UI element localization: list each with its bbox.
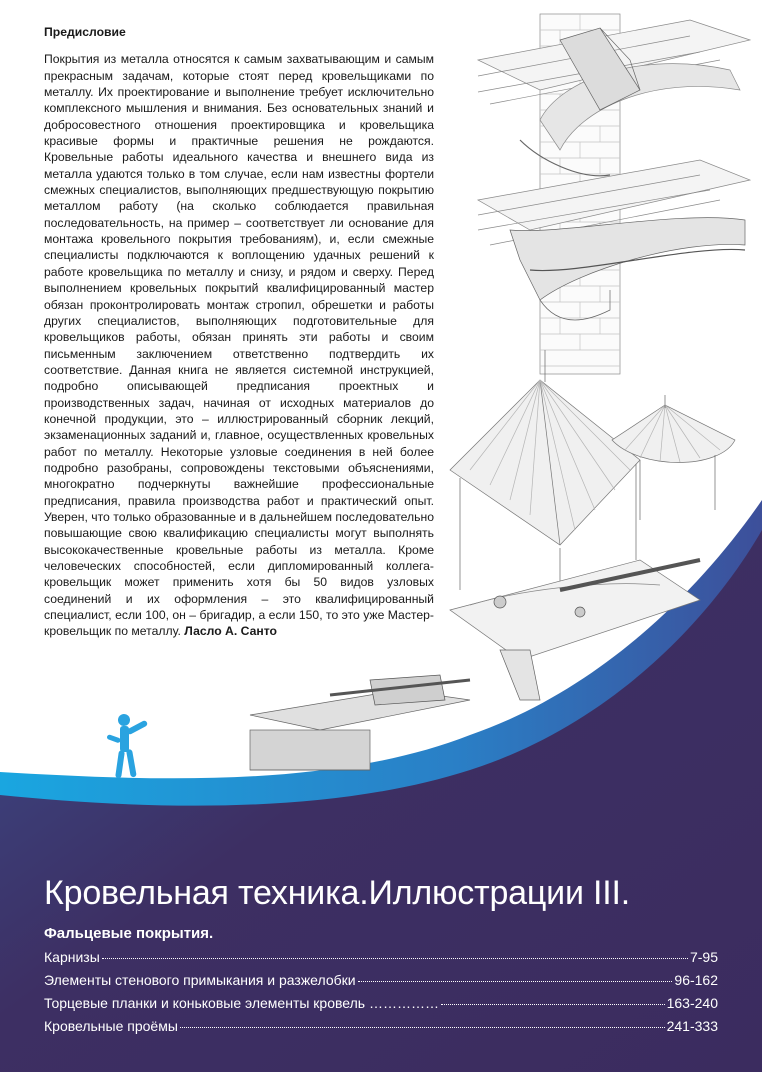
preface-text: Покрытия из металла относятся к самым захватывающим и самым прекрасным задачам, которые стоят перед кровельщиками по металлу. Их проектирование и выполнение требует исключительно комплексного мышления и внимания. Без основательных знаний и добросовестного отношения проектировщика и кровельщика красивые формы и практичные решения не рождаются. Кровельные работы идеального качества и внешнего вида из металла удаются только в том случае, если нам известны фортели смежных специалистов, выполняющих предшествующую покрытию металлом работу (на сколько соблюдается правильная последовательность, на пример – соответствует ли основание для монтажа кровельного покрытия требованиям), и, если смежные специалисты подключаются к воплощению удачных решений к работе кровельщика по металлу и снизу, и рядом и сверху. Перед выполнением кровельных покрытий квалифицированный мастер обязан проконтролировать монтаж стропил, обрешетки и работы других специалистов, выполняющих подготовительные для кровельщиков работы, обязан принять эти работы и своим письменным заключением ответственно подтвердить их соответствие. Данная книга не является системной инструкцией, подробно описывающей предписания проектных и производственных задач, начиная от исходных материалов до конечной продукции, это – иллюстрированный сборник лекций, экзаменационных заданий и, главное, осуществленных кровельных работ по металлу. Некоторые узловые соединения в ней более подробно разобраны, сопровождены текстовыми объяснениями, многократно подчеркнуты важнейшие профессиональные предписания, правила производства работ и практический опыт. Уверен, что только образованные и в дальнейшем последовательно повышающие свою квалификацию специалисты могут выполнять высококачественные кровельные работы из металла. Кроме человеческих способностей, если дипломированный коллега-кровельщик может применить хотя бы 50 видов узловых соединений и их оформления – это квалифицированный специалист, если 100, он – бригадир, а если 150, то это уже Мастер-кровельщик по металлу. (44, 52, 434, 639)
toc-pages: 7-95 (689, 949, 718, 965)
preface-title: Предисловие (44, 25, 126, 39)
toc-label: Элементы стенового примыкания и разжелобки (44, 972, 356, 988)
preface-body (44, 51, 434, 639)
toc-label: Торцевые планки и коньковые элементы кровель …………… (44, 995, 439, 1011)
toc-leader (102, 958, 688, 959)
toc-label: Карнизы (44, 949, 100, 965)
toc-leader (358, 981, 673, 982)
toc-row-roof-openings[interactable] (44, 1018, 718, 1041)
preface-section (44, 24, 434, 640)
preface-author: Ласло А. Санто (184, 624, 277, 639)
toc-pages: 96-162 (674, 972, 718, 988)
toc-leader (441, 1004, 665, 1005)
toc-row-gable-ridge[interactable] (44, 995, 718, 1018)
toc-pages: 163-240 (666, 995, 718, 1011)
toc-leader (180, 1027, 665, 1028)
gutter-illustration (450, 560, 700, 700)
toc-pages: 241-333 (666, 1018, 718, 1034)
eaves-illustration (250, 675, 470, 770)
book-title: Кровельная техника.Иллюстрации III. (44, 874, 630, 912)
toc-label: Кровельные проёмы (44, 1018, 178, 1034)
toc-row-eaves[interactable] (44, 949, 718, 972)
stick-figure-icon (104, 712, 152, 782)
toc-row-wall-abutments[interactable] (44, 972, 718, 995)
book-subtitle: Фальцевые покрытия. (44, 925, 214, 942)
table-of-contents (44, 949, 718, 1041)
